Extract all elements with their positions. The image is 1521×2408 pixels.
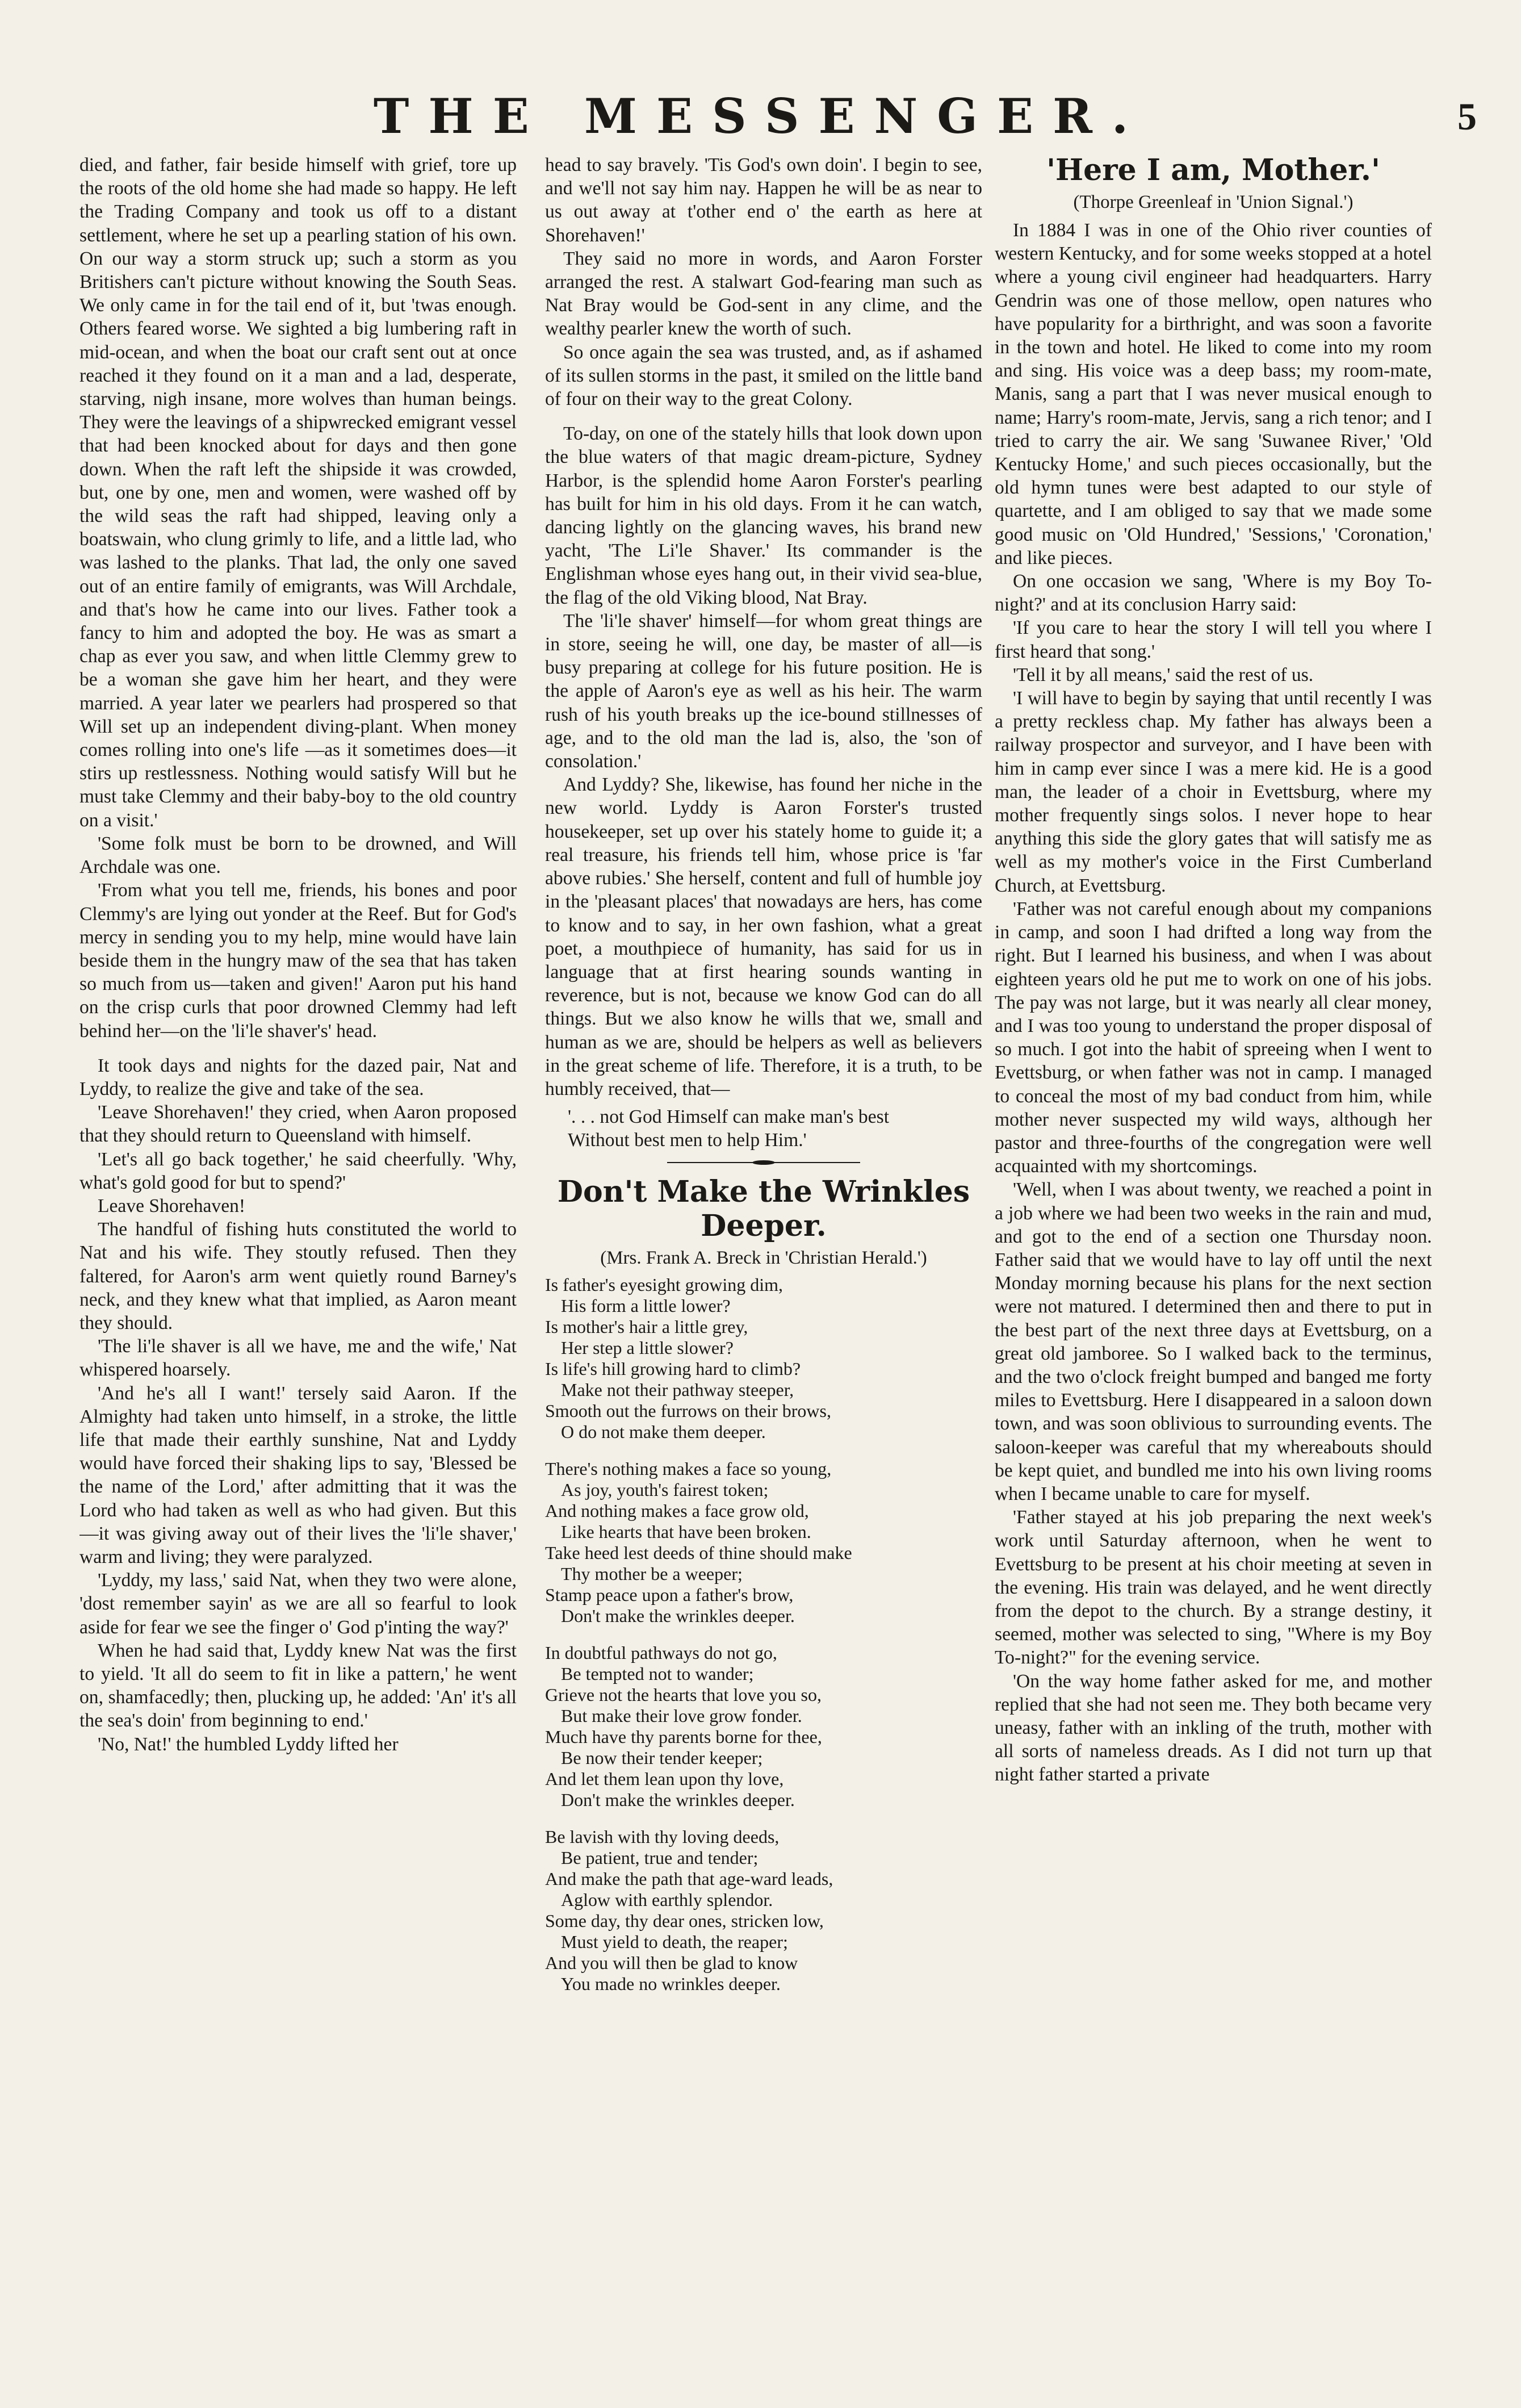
poem-line: Is life's hill growing hard to climb? — [545, 1358, 801, 1379]
poem-line: There's nothing makes a face so young, — [545, 1458, 832, 1479]
poem-line: Be patient, true and tender; — [561, 1847, 759, 1868]
poem-line: Grieve not the hearts that love you so, — [545, 1684, 822, 1705]
paragraph: 'And he's all I want!' tersely said Aaron. If the Almighty had taken unto himself, in a stroke, the little life that made their earthly sunshine, Nat and Lyddy would have forced their shaking lips to say, 'Blessed be the name of the Lord,' after admitting that it was the Lord who had taken as well as who had given. But this—it was giving away out of their lives the 'li'le shaver,' warm and living; they were paralyzed. — [79, 1382, 517, 1567]
poem-line: Be now their tender keeper; — [561, 1747, 763, 1768]
paragraph: died, and father, fair beside himself with grief, tore up the roots of the old home she had made so happy. He left the Trading Company and took us off to a distant settlement, where he set up a pearling station of his own. On our way a storm struck up; such a storm as you Britishers can't picture without knowing the South Seas. We only came in for the tail end of it, but 'twas enough. Others feared worse. We sighted a big lumbering raft in mid-ocean, and when the boat our craft sent out at once reached it they found on it a man and a lad, desperate, starving, nigh insane, more wolves than human beings. They were the leavings of a shipwrecked emigrant vessel that had been knocked about for days and then gone down. When the raft left the shipside it was crowded, but, one by one, men and women, were washed off by the wild seas the raft had shipped, leaving only a boatswain, who clung grimly to life, and a little lad, who was lashed to the planks. That lad, the only one saved out of an entire family of emigrants, was Will Archdale, and that's how he came into our lives. Father took a fancy to him and adopted the boy. He was as smart a chap as ever you saw, and when little Clemmy grew to be a woman she gave him her heart, and they were married. A year later we pearlers had prospered so that Will set up an independent diving-plant. When money comes rolling into one's life —as it sometimes does—it stirs up restlessness. Nothing would satisfy Will but he must take Clemmy and their baby-boy to the old country on a visit.' — [79, 154, 517, 831]
column-3 — [995, 153, 1432, 2385]
poem-line: But make their love grow fonder. — [561, 1705, 802, 1726]
paragraph: 'Well, when I was about twenty, we reached a point in a job where we had been two weeks in the rain and mud, and got to the end of a section one Thursday noon. Father said that we would have to lay off until the next Monday morning because his plans for the next section were not matured. I determined then and there to put in the best part of the next three days at Evettsburg, on a great old jamboree. So I walked back to the terminus, and the two o'clock freight bumped and banged me forty miles to Evettsburg. Here I disappeared in a saloon down town, and was soon oblivious to surrounding events. The saloon-keeper was careful that my whereabouts should be kept quiet, and bundled me into his own living rooms when I became unable to care for myself. — [995, 1179, 1432, 1504]
paragraph: To-day, on one of the stately hills that look down upon the blue waters of that magic dream-picture, Sydney Harbor, is the splendid home Aaron Forster's pearling has built for him in his old days. From it he can watch, dancing lightly on the glancing waves, his brand new yacht, 'The Li'le Shaver.' Its commander is the Englishman whose eyes hang out, in their vivid sea-blue, the flag of the old Viking blood, Nat Bray. — [545, 423, 982, 608]
poem-line: Some day, thy dear ones, stricken low, — [545, 1910, 824, 1931]
paragraph: The 'li'le shaver' himself—for whom great things are in store, seeing he will, one day, be master of all—is busy preparing at college for his future position. He is the apple of Aaron's eye as well as his heir. The warm rush of his youth breaks up the ice-bound stillnesses of age, and to the old man the lad is, also, the 'son of consolation.' — [545, 610, 982, 772]
poem-line: Take heed lest deeds of thine should make — [545, 1542, 852, 1563]
poem-line: Aglow with earthly splendor. — [561, 1889, 773, 1910]
poem-byline: (Mrs. Frank A. Breck in 'Christian Herald.') — [600, 1247, 927, 1268]
poetry-quote — [568, 1105, 982, 1152]
poem-stanza — [545, 1826, 982, 1995]
quote-line: Without best men to help Him.' — [568, 1130, 807, 1151]
poem-line: And nothing makes a face grow old, — [545, 1500, 809, 1521]
newspaper-title: THE MESSENGER. — [373, 88, 1148, 144]
article-byline: (Thorpe Greenleaf in 'Union Signal.') — [1073, 192, 1354, 212]
paragraph: 'On the way home father asked for me, and mother replied that she had not seen me. They both became very uneasy, father with an inkling of the truth, mother with all sorts of nameless dreads. As I did not turn up that night father started a private — [995, 1670, 1432, 1786]
quote-line: '. . . not God Himself can make man's best — [568, 1106, 890, 1128]
poem-line: Be lavish with thy loving deeds, — [545, 1826, 780, 1847]
poem-line: Make not their pathway steeper, — [561, 1379, 794, 1400]
paragraph: head to say bravely. 'Tis God's own doin'. I begin to see, and we'll not say him nay. Happen he will be as near to us out away at t'other end o' the earth as here at Shorehaven!' — [545, 154, 982, 246]
poem-line: Don't make the wrinkles deeper. — [561, 1605, 795, 1626]
poem-line: You made no wrinkles deeper. — [561, 1973, 781, 1994]
paragraph: 'No, Nat!' the humbled Lyddy lifted her — [98, 1733, 399, 1755]
paragraph: When he had said that, Lyddy knew Nat was the first to yield. 'It all do seem to fit in like a pattern,' he went on, shamfacedly; then, plucking up, he added: 'An' it's all the sea's doin' from beginning to end.' — [79, 1640, 517, 1732]
paragraph: 'Some folk must be born to be drowned, and Will Archdale was one. — [79, 833, 517, 878]
paragraph: 'The li'le shaver is all we have, me and the wife,' Nat whispered hoarsely. — [79, 1336, 517, 1381]
column-2 — [545, 153, 982, 2385]
poem-line: Much have thy parents borne for thee, — [545, 1726, 822, 1747]
paragraph: 'Lyddy, my lass,' said Nat, when they two were alone, 'dost remember sayin' as we are all so fearful to look aside for fear we see the finger o' God p'inting the way?' — [79, 1570, 517, 1638]
poem-line: Her step a little slower? — [561, 1337, 734, 1358]
poem-line: In doubtful pathways do not go, — [545, 1642, 777, 1663]
paragraph: 'From what you tell me, friends, his bones and poor Clemmy's are lying out yonder at the Reef. But for God's mercy in sending you to my help, mine would have lain beside them in the hungry maw of the sea that has taken so much from us—taken and given!' Aaron put his hand on the crisp curls that poor drowned Clemmy had left behind her—on the 'li'le shaver's' head. — [79, 880, 517, 1042]
poem-line: And make the path that age-ward leads, — [545, 1868, 833, 1889]
paragraph: Leave Shorehaven! — [98, 1195, 246, 1216]
poem-line: Is mother's hair a little grey, — [545, 1316, 748, 1337]
paragraph: And Lyddy? She, likewise, has found her niche in the new world. Lyddy is Aaron Forster's trusted housekeeper, set up over his stately home to guide it; a real treasure, his friends tell him, whose price is 'far above rubies.' She herself, content and full of humble joy in the 'pleasant places' that nowadays are hers, has come to know and to say, in her own fashion, what a great poet, a mouthpiece of humanity, has said for us in language that at first hearing sounds wanting in reverence, but is not, because we know God can do all things. But we also know he wills that we, small and human as we are, should be helpers as well as believers in the great scheme of life. Therefore, it is a truth, to be humbly received, that— — [545, 774, 982, 1100]
poem-line: O do not make them deeper. — [561, 1421, 766, 1442]
paragraph: In 1884 I was in one of the Ohio river counties of western Kentucky, and for some weeks stopped at a hotel where a young civil engineer had headquarters. Harry Gendrin was one of those mellow, open natures who have popularity for a birthright, and was soon a favorite in the town and hotel. He liked to come into my room and sing. His voice was a deep bass; my room-mate, Manis, sang a part that I was never musical enough to name; Harry's room-mate, Jervis, sang a rich tenor; and I tried to carry the air. We sang 'Suwanee River,' 'Old Kentucky Home,' and such pieces occasionally, but the old hymn tunes were best adapted to our style of quartette, and I am obliged to say that we made some good music on 'Old Hundred,' 'Sessions,' 'Coronation,' and like pieces. — [995, 220, 1432, 568]
poem-line: And you will then be glad to know — [545, 1952, 798, 1973]
section-divider — [667, 1160, 860, 1165]
paragraph: So once again the sea was trusted, and, as if ashamed of its sullen storms in the past, it smiled on the little band of four on their way to the great Colony. — [545, 341, 982, 410]
paragraph: On one occasion we sang, 'Where is my Boy To-night?' and at its conclusion Harry said: — [995, 571, 1432, 616]
poem-line: Stamp peace upon a father's brow, — [545, 1584, 794, 1605]
paragraph: 'Leave Shorehaven!' they cried, when Aaron proposed that they should return to Queensland with himself. — [79, 1102, 517, 1147]
poem-title: Don't Make the Wrinkles Deeper. — [557, 1174, 970, 1243]
paragraph: 'I will have to begin by saying that until recently I was a pretty reckless chap. My father has always been a railway prospector and surveyor, and I have been with him in camp ever since I was a mere kid. He is a good man, the leader of a choir in Evettsburg, where my mother frequently sings solos. I never hope to hear anything this side the glory gates that will satisfy me as well as my mother's voice in the First Cumberland Church, at Evettsburg. — [995, 688, 1432, 896]
poem-line: As joy, youth's fairest token; — [561, 1479, 769, 1500]
masthead — [0, 85, 1521, 148]
poem-line: His form a little lower? — [561, 1295, 731, 1316]
poem-line: Be tempted not to wander; — [561, 1663, 754, 1684]
page-number: 5 — [1457, 95, 1477, 138]
paragraph: 'Let's all go back together,' he said cheerfully. 'Why, what's gold good for but to spend?' — [79, 1148, 517, 1193]
paragraph: They said no more in words, and Aaron Forster arranged the rest. A stalwart God-fearing man such as Nat Bray would be God-sent in any clime, and the wealthy pearler knew the worth of such. — [545, 248, 982, 340]
article-title: 'Here I am, Mother.' — [1046, 153, 1380, 187]
poem-line: Is father's eyesight growing dim, — [545, 1274, 783, 1295]
poem — [545, 1274, 982, 1995]
poem-stanza — [545, 1274, 982, 1443]
paragraph: It took days and nights for the dazed pair, Nat and Lyddy, to realize the give and take of the sea. — [79, 1055, 517, 1100]
poem-stanza — [545, 1642, 982, 1811]
poem-stanza — [545, 1458, 982, 1627]
paragraph: 'If you care to hear the story I will tell you where I first heard that song.' — [995, 617, 1432, 662]
paragraph: The handful of fishing huts constituted the world to Nat and his wife. They stoutly refused. Then they faltered, for Aaron's arm went quietly round Barney's neck, and they knew what that implied, as Aaron meant they should. — [79, 1219, 517, 1333]
column-1 — [79, 153, 517, 2385]
poem-line: Must yield to death, the reaper; — [561, 1931, 788, 1952]
poem-line: Like hearts that have been broken. — [561, 1521, 811, 1542]
poem-line: Don't make the wrinkles deeper. — [561, 1789, 795, 1810]
poem-line: Thy mother be a weeper; — [561, 1563, 743, 1584]
poem-line: Smooth out the furrows on their brows, — [545, 1400, 831, 1421]
poem-line: And let them lean upon thy love, — [545, 1768, 784, 1789]
paragraph: 'Father was not careful enough about my companions in camp, and soon I had drifted a long way from the right. But I learned his business, and when I was about eighteen years old he put me to work on one of his jobs. The pay was not large, but it was nearly all clear money, and I was too young to understand the proper disposal of so much. I got into the habit of spreeing when I went to Evettsburg, or when father was not in camp. I managed to conceal the most of my bad conduct from him, while mother never suspected my wild ways, although her pastor and three-fourths of the congregation were well acquainted with my shortcomings. — [995, 898, 1432, 1177]
paragraph: 'Father stayed at his job preparing the next week's work until Saturday afternoon, when he went to Evettsburg to be present at his choir meeting at seven in the evening. His train was delayed, and he went directly from the depot to the church. By a strange destiny, it seemed, mother was selected to sing, "Where is my Boy To-night?" for the evening service. — [995, 1507, 1432, 1669]
paragraph: 'Tell it by all means,' said the rest of us. — [1013, 664, 1314, 685]
